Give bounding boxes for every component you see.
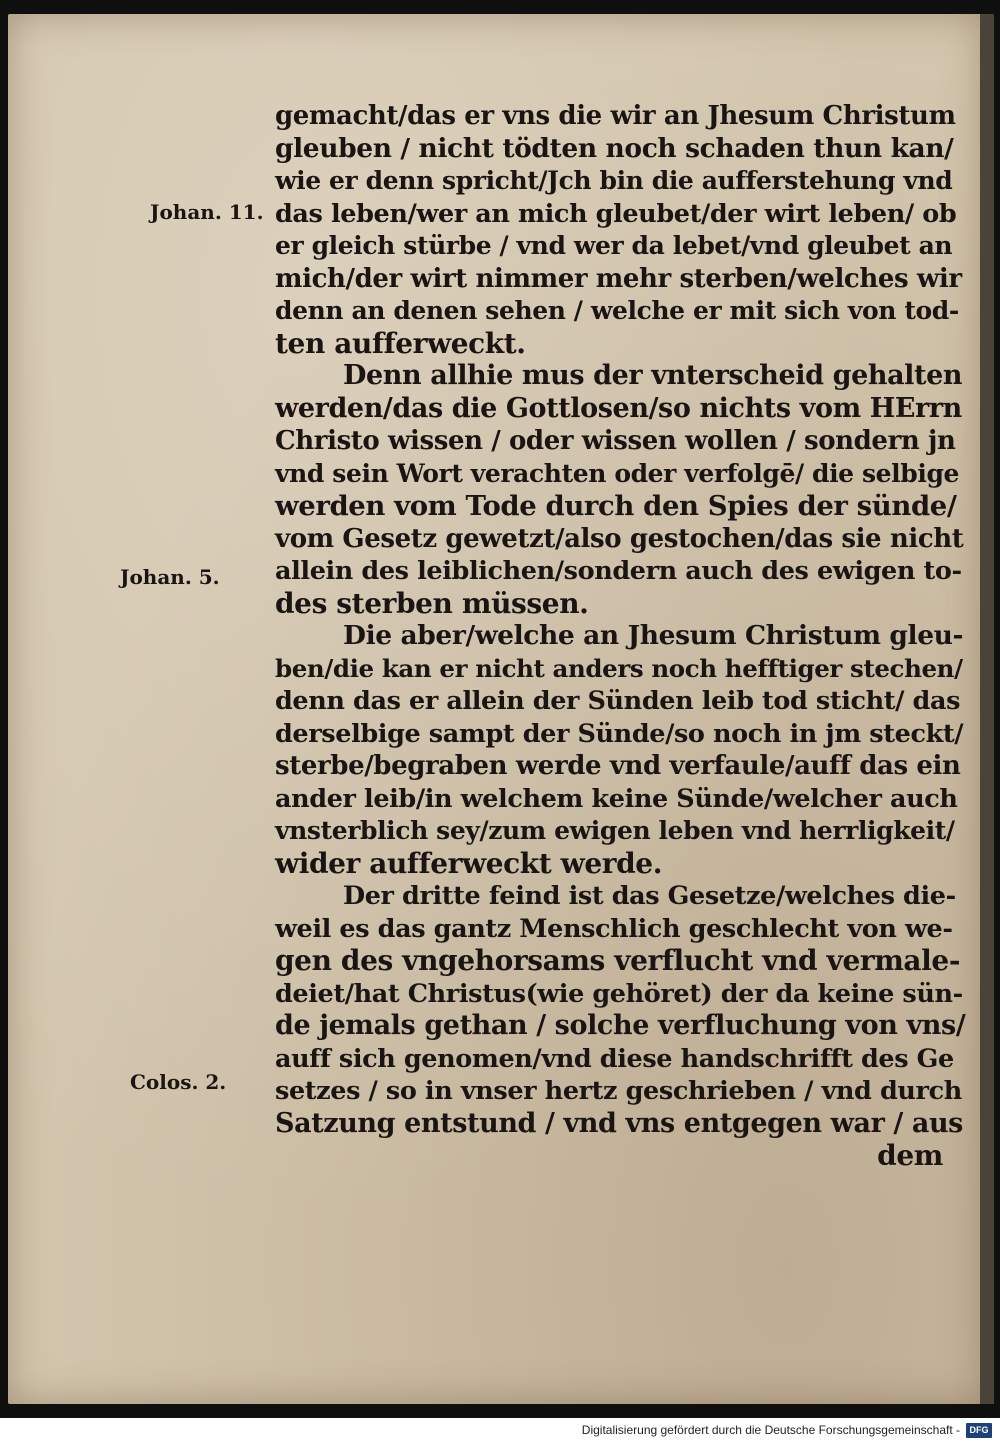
marginal-note-johan-5: Johan. 5. bbox=[120, 565, 220, 589]
text-line: setzes / so in vnser hertz geschrieben / vnd durch bbox=[275, 1076, 962, 1106]
marginal-note-colos-2: Colos. 2. bbox=[130, 1070, 227, 1094]
text-line: denn das er allein der Sünden leib tod sticht/ das bbox=[275, 686, 961, 716]
text-line: mich/der wirt nimmer mehr sterben/welches wir bbox=[275, 263, 962, 294]
text-line: deiet/hat Christus(wie gehöret) der da keine sün- bbox=[275, 978, 963, 1009]
text-line: wider aufferweckt werde. bbox=[275, 846, 663, 880]
text-line: gen des vngehorsams verflucht vnd vermale- bbox=[275, 944, 961, 977]
text-line: vom Gesetz gewetzt/also gestochen/das sie nicht bbox=[275, 523, 964, 554]
text-line: vnd sein Wort verachten oder verfolgē/ die selbige bbox=[275, 458, 960, 488]
text-line: ander leib/in welchem keine Sünde/welcher auch bbox=[275, 783, 958, 814]
text-line: werden/das die Gottlosen/so nichts vom HErrn bbox=[275, 392, 962, 424]
text-line: wie er denn spricht/Jch bin die aufferstehung vnd bbox=[275, 166, 953, 195]
text-line: vnsterblich sey/zum ewigen leben vnd herrligkeit/ bbox=[275, 816, 955, 845]
text-line: ten aufferweckt. bbox=[275, 326, 526, 360]
paragraph-start-line: Denn allhie mus der vnterscheid gehalten bbox=[343, 360, 963, 391]
text-line: ben/die kan er nicht anders noch hefftiger stechen/ bbox=[275, 653, 963, 683]
text-line: allein des leiblichen/sondern auch des ewigen to- bbox=[275, 556, 962, 586]
text-line: er gleich stürbe / vnd wer da lebet/vnd gleubet an bbox=[275, 231, 953, 260]
paragraph-start-line: Die aber/welche an Jhesum Christum gleu- bbox=[343, 620, 964, 651]
text-line: des sterben müssen. bbox=[275, 586, 589, 620]
text-line: gleuben / nicht tödten noch schaden thun kan/ bbox=[275, 132, 954, 164]
text-line: gemacht/das er vns die wir an Jhesum Christum bbox=[275, 101, 956, 131]
text-line: sterbe/begraben werde vnd verfaule/auff das ein bbox=[275, 751, 961, 781]
digitization-footer bbox=[0, 1418, 1000, 1444]
funding-credit: Digitalisierung gefördert durch die Deutsche Forschungsgemeinschaft - bbox=[581, 1423, 960, 1437]
catchword: dem bbox=[877, 1139, 943, 1172]
paragraph-start-line: Der dritte feind ist das Gesetze/welches die- bbox=[343, 881, 956, 911]
book-edge bbox=[980, 14, 994, 1404]
text-line: auff sich genomen/vnd diese handschrifft des Ge bbox=[275, 1043, 954, 1074]
text-line: denn an denen sehen / welche er mit sich von tod- bbox=[275, 296, 959, 325]
text-line: Christo wissen / oder wissen wollen / sondern jn bbox=[275, 426, 956, 456]
text-line: Satzung entstund / vnd vns entgegen war / aus bbox=[275, 1107, 963, 1139]
body-text bbox=[275, 100, 965, 1173]
text-line: das leben/wer an mich gleubet/der wirt leben/ ob bbox=[275, 198, 957, 229]
text-line: derselbige sampt der Sünde/so noch in jm steckt/ bbox=[275, 718, 964, 749]
text-line: weil es das gantz Menschlich geschlecht von we- bbox=[275, 913, 953, 944]
text-line: werden vom Tode durch den Spies der sünde/ bbox=[275, 490, 957, 522]
dfg-logo-icon: DFG bbox=[966, 1423, 992, 1438]
marginal-note-johan-11: Johan. 11. bbox=[150, 200, 264, 224]
text-line: de jemals gethan / solche verfluchung von vns/ bbox=[275, 1010, 966, 1041]
